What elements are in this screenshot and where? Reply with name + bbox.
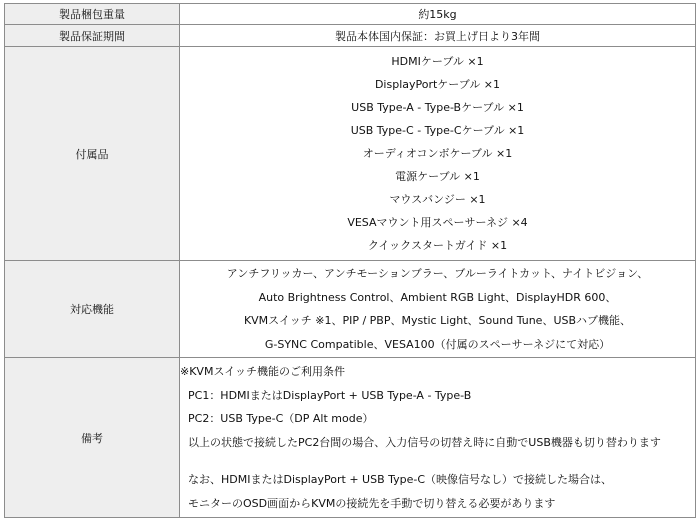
accessories-list — [180, 47, 696, 261]
table-row-warranty — [5, 25, 696, 47]
row-value-warranty: 製品本体国内保証：お買上げ日より3年間 — [180, 25, 696, 47]
list-item: オーディオコンボケーブル ×1 — [362, 147, 513, 160]
row-label-warranty: 製品保証期間 — [5, 25, 180, 47]
feature-line: G-SYNC Compatible、VESA100（付属のスペーサーネジにて対応） — [264, 337, 611, 351]
list-item: USB Type-C - Type-Cケーブル ×1 — [350, 124, 525, 137]
notes-line: モニターのOSD画面からKVMの接続先を手動で切り替える必要があります — [188, 496, 556, 510]
spec-table — [4, 3, 696, 518]
table-row-weight — [5, 4, 696, 25]
notes-pc1: PC1：HDMIまたはDisplayPort + USB Type-A - Type-B — [188, 388, 472, 402]
notes-line: なお、HDMIまたはDisplayPort + USB Type-C（映像信号なし）で接続した場合は、 — [188, 473, 613, 486]
row-label-weight: 製品梱包重量 — [5, 4, 180, 25]
table-row-notes — [5, 358, 696, 518]
features-list — [180, 261, 696, 358]
row-value-weight: 約15kg — [180, 4, 696, 25]
list-item: クイックスタートガイド ×1 — [367, 239, 508, 252]
row-label-features: 対応機能 — [5, 261, 180, 358]
list-item: マウスバンジー ×1 — [389, 193, 486, 206]
list-item: 電源ケーブル ×1 — [395, 170, 480, 183]
feature-line: Auto Brightness Control、Ambient RGB Light、DisplayHDR 600、 — [258, 290, 617, 304]
notes-spacer — [180, 454, 695, 468]
row-label-notes: 備考 — [5, 358, 180, 518]
row-label-accessories: 付属品 — [5, 47, 180, 261]
notes-line: 以上の状態で接続したPC2台間の場合、入力信号の切替え時に自動でUSB機器も切り替わります — [188, 435, 661, 449]
feature-line: アンチフリッカー、アンチモーションブラー、ブルーライトカット、ナイトビジョン、 — [226, 267, 649, 280]
feature-line: KVMスイッチ ※1、PIP / PBP、Mystic Light、Sound Tune、USBハブ機能、 — [243, 314, 632, 327]
list-item: USB Type-A - Type-Bケーブル ×1 — [351, 101, 524, 114]
notes-pc2: PC2：USB Type-C（DP Alt mode） — [188, 412, 374, 425]
list-item: DisplayPortケーブル ×1 — [374, 78, 501, 91]
notes-content — [180, 358, 696, 518]
list-item: HDMIケーブル ×1 — [391, 55, 484, 68]
notes-heading: ※KVMスイッチ機能のご利用条件 — [180, 365, 346, 378]
table-row-accessories — [5, 47, 696, 261]
list-item: VESAマウント用スペーサーネジ ×4 — [347, 216, 528, 229]
table-row-features — [5, 261, 696, 358]
